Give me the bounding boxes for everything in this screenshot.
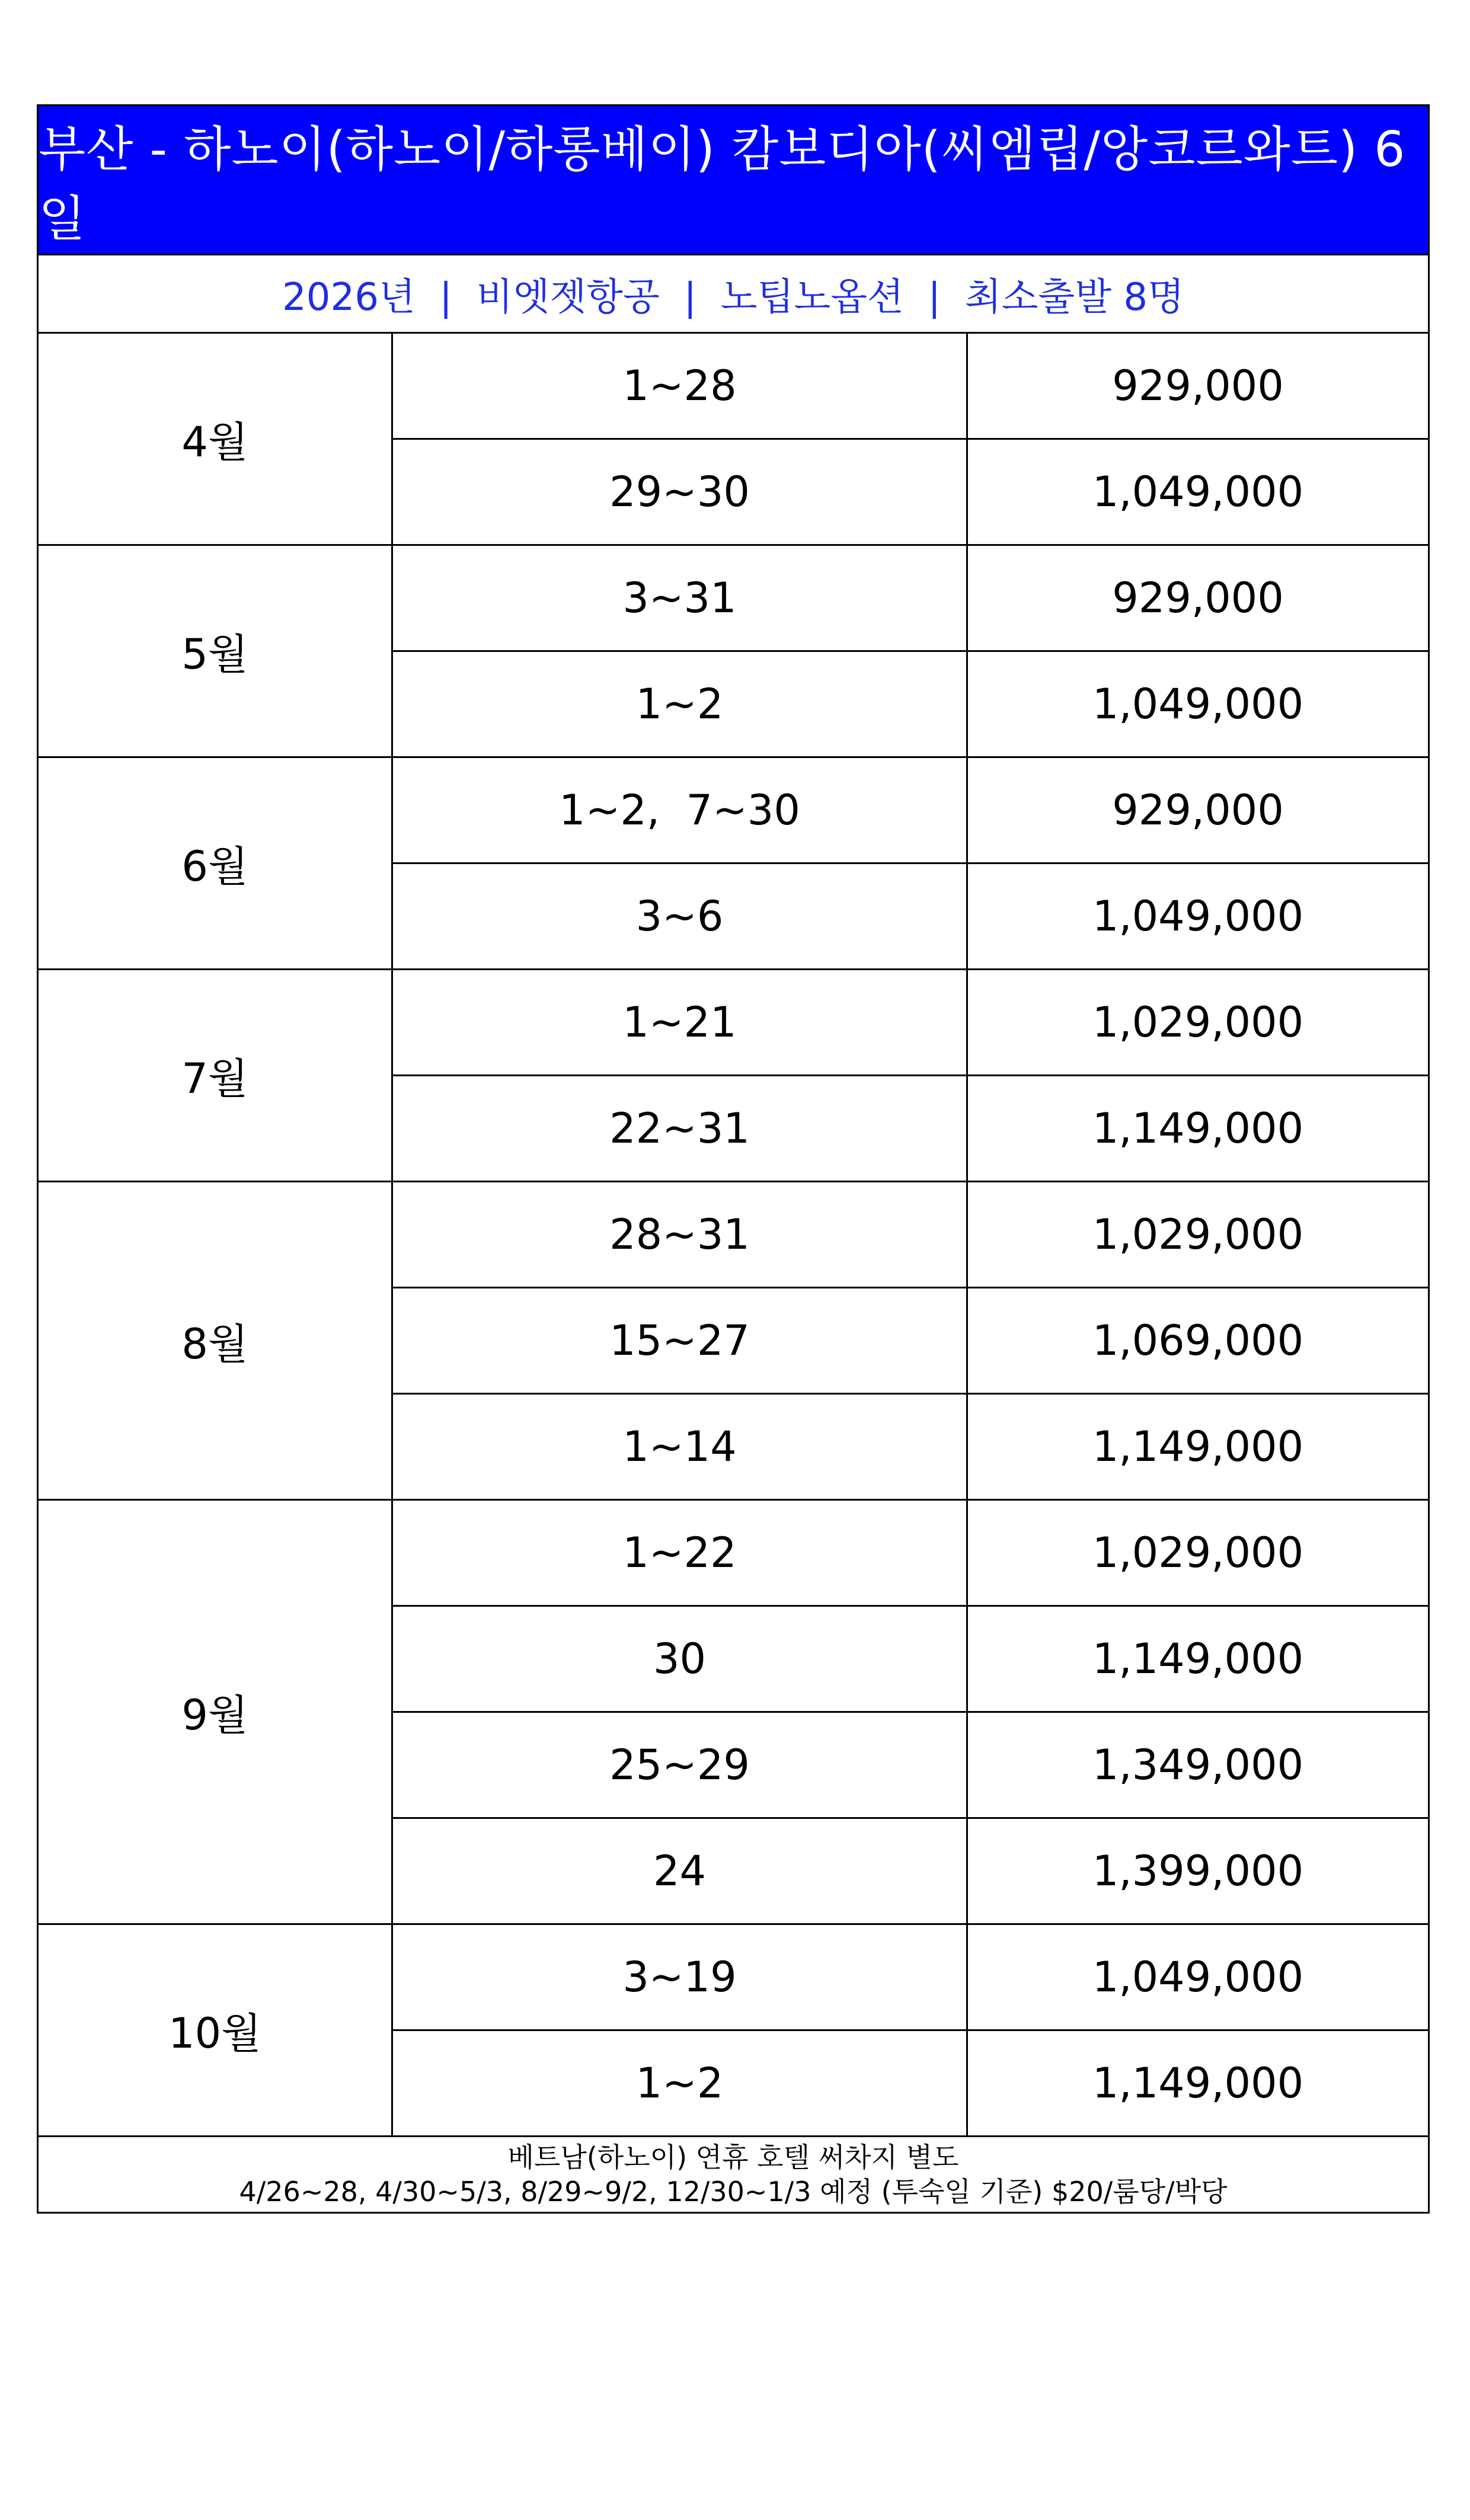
date-price-rows <box>393 1501 1428 1923</box>
price: 1,049,000 <box>1092 680 1304 728</box>
table-row <box>393 1819 1428 1923</box>
price: 1,349,000 <box>1092 1741 1304 1789</box>
departure-dates: 3~19 <box>393 1925 968 2029</box>
month-block <box>39 758 1428 970</box>
price: 1,149,000 <box>1092 1635 1304 1683</box>
price: 1,029,000 <box>1092 998 1304 1047</box>
departure-dates: 1~2 <box>393 652 968 756</box>
price: 929,000 <box>1112 362 1284 410</box>
departure-dates: 1~14 <box>393 1395 968 1499</box>
month-list <box>39 334 1428 2137</box>
departure-dates: 24 <box>393 1819 968 1923</box>
tour-info-subtitle: 2026년 | 비엣젯항공 | 노팁노옵션 | 최소출발 8명 <box>39 255 1428 334</box>
month-label: 9월 <box>39 1501 393 1923</box>
table-row <box>393 1713 1428 1819</box>
departure-dates: 1~22 <box>393 1501 968 1605</box>
table-row <box>393 758 1428 864</box>
table-row <box>393 1182 1428 1288</box>
date-price-rows <box>393 1182 1428 1499</box>
table-row <box>393 652 1428 756</box>
month-block <box>39 1501 1428 1925</box>
surcharge-note-line2: 4/26~28, 4/30~5/3, 8/29~9/2, 12/30~1/3 예정 (투숙일 기준) $20/룸당/박당 <box>239 2176 1228 2208</box>
departure-dates: 1~21 <box>393 970 968 1074</box>
month-label: 6월 <box>39 758 393 968</box>
table-row <box>393 2031 1428 2135</box>
price: 1,049,000 <box>1092 892 1304 941</box>
departure-dates: 28~31 <box>393 1182 968 1287</box>
departure-dates: 30 <box>393 1607 968 1711</box>
table-row <box>393 546 1428 652</box>
departure-dates: 1~28 <box>393 334 968 438</box>
table-row <box>393 1288 1428 1395</box>
month-label: 8월 <box>39 1182 393 1499</box>
departure-dates: 1~2, 7~30 <box>393 758 968 862</box>
month-block <box>39 334 1428 546</box>
table-row <box>393 334 1428 440</box>
departure-dates: 3~6 <box>393 864 968 968</box>
price: 1,029,000 <box>1092 1528 1304 1577</box>
page-title: 부산 - 하노이(하노이/하롱베이) 캄보디아(씨엠립/앙코르와트) 6일 <box>39 106 1428 255</box>
departure-dates: 22~31 <box>393 1076 968 1181</box>
month-block <box>39 1182 1428 1501</box>
table-row <box>393 970 1428 1076</box>
date-price-rows <box>393 1925 1428 2135</box>
month-label: 7월 <box>39 970 393 1181</box>
surcharge-note <box>39 2137 1428 2212</box>
month-block <box>39 546 1428 758</box>
month-label: 4월 <box>39 334 393 544</box>
date-price-rows <box>393 970 1428 1181</box>
table-row <box>393 1925 1428 2031</box>
month-block <box>39 1925 1428 2137</box>
price: 1,149,000 <box>1092 2059 1304 2108</box>
price: 929,000 <box>1112 786 1284 834</box>
price: 1,049,000 <box>1092 1953 1304 2001</box>
table-row <box>393 864 1428 968</box>
date-price-rows <box>393 758 1428 968</box>
month-block <box>39 970 1428 1182</box>
table-row <box>393 1607 1428 1713</box>
price-table <box>37 104 1430 2214</box>
price: 1,029,000 <box>1092 1210 1304 1259</box>
price: 1,149,000 <box>1092 1104 1304 1153</box>
price: 1,399,000 <box>1092 1847 1304 1895</box>
surcharge-note-line1: 베트남(하노이) 연휴 호텔 써차지 별도 <box>507 2141 959 2173</box>
month-label: 10월 <box>39 1925 393 2135</box>
departure-dates: 29~30 <box>393 440 968 544</box>
date-price-rows <box>393 334 1428 544</box>
departure-dates: 15~27 <box>393 1288 968 1393</box>
departure-dates: 1~2 <box>393 2031 968 2135</box>
departure-dates: 3~31 <box>393 546 968 650</box>
price: 1,069,000 <box>1092 1316 1304 1365</box>
table-row <box>393 440 1428 544</box>
departure-dates: 25~29 <box>393 1713 968 1817</box>
date-price-rows <box>393 546 1428 756</box>
table-row <box>393 1501 1428 1607</box>
table-row <box>393 1076 1428 1181</box>
price: 929,000 <box>1112 574 1284 622</box>
price: 1,049,000 <box>1092 468 1304 516</box>
month-label: 5월 <box>39 546 393 756</box>
price: 1,149,000 <box>1092 1422 1304 1471</box>
table-row <box>393 1395 1428 1499</box>
